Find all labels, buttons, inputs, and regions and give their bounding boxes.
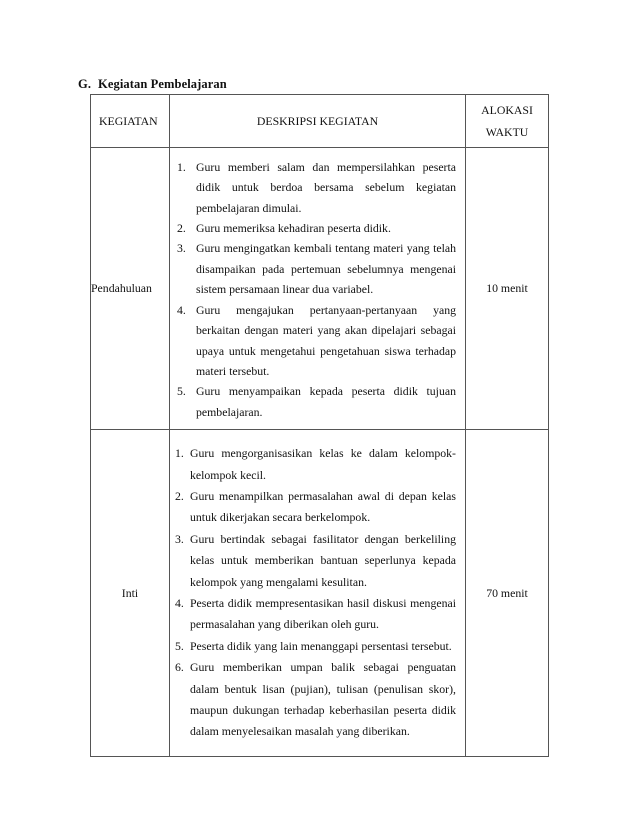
list-item [175,657,456,743]
item-number: 2. [175,488,184,503]
item-number: 2. [177,221,186,236]
item-text: Guru mengingatkan kembali tentang materi yang telah disampaikan pada pertemuan sebelumnya mengenai sistem persamaan linear dua variabel. [196,241,456,297]
table-row [91,148,549,430]
list-item [175,636,456,657]
section-letter: G. [78,77,92,91]
list-item [175,593,456,636]
table-row [91,430,549,757]
header-kegiatan: KEGIATAN [91,95,170,148]
item-number: 5. [177,384,186,399]
activity-name: Inti [91,430,170,757]
item-text: Guru bertindak sebagai fasilitator dengan berkeliling kelas untuk memberikan bantuan seperlunya kepada kelompok yang mengalami kesulitan. [190,531,456,589]
item-number: 6. [175,660,184,675]
header-alokasi [466,95,549,148]
item-text: Guru memberi salam dan mempersilahkan peserta didik untuk berdoa bersama sebelum kegiatan pembelajaran dimulai. [196,159,456,215]
item-text: Guru mengajukan pertanyaan-pertanyaan yang berkaitan dengan materi yang akan dipelajari sebagai upaya untuk mengetahui pengetahuan siswa terhadap materi tersebut. [196,302,456,378]
description-list [170,155,465,422]
item-text: Guru mengorganisasikan kelas ke dalam kelompok-kelompok kecil. [190,446,456,482]
description-list [170,443,465,743]
item-text: Guru memeriksa kehadiran peserta didik. [196,221,391,236]
item-number: 5. [175,638,184,653]
list-item [175,218,456,238]
item-number: 3. [175,531,184,546]
item-number: 1. [177,159,186,174]
item-number: 3. [177,241,186,256]
list-item [175,381,456,422]
list-item [175,238,456,299]
item-text: Peserta didik mempresentasikan hasil diskusi mengenai permasalahan yang diberikan oleh guru. [190,596,456,632]
item-text: Guru menampilkan permasalahan awal di depan kelas untuk dikerjakan secara berkelompok. [190,488,456,525]
activity-description [170,148,466,430]
section-title: Kegiatan Pembelajaran [98,77,227,91]
list-item [175,486,456,529]
item-number: 4. [177,302,186,317]
list-item [175,157,456,218]
item-number: 1. [175,446,184,461]
activity-table [90,94,549,757]
activity-name: Pendahuluan [91,148,170,430]
item-number: 4. [175,596,184,610]
section-heading [78,77,227,92]
list-item [175,443,456,486]
time-allocation: 70 menit [466,430,549,757]
table-header-row [91,95,549,148]
header-alokasi-line1: ALOKASI [481,103,533,117]
time-allocation: 10 menit [466,148,549,430]
header-alokasi-line2: WAKTU [485,125,529,139]
item-text: Guru memberikan umpan balik sebagai penguatan dalam bentuk lisan (pujian), tulisan (penulisan skor), maupun dukungan terhadap keberhasilan peserta didik dalam menyelesaikan masalah yang diberikan. [190,660,456,739]
header-deskripsi: DESKRIPSI KEGIATAN [170,95,466,148]
activity-description [170,430,466,757]
item-text: Guru menyampaikan kepada peserta didik tujuan pembelajaran. [196,384,456,419]
list-item [175,300,456,382]
list-item [175,529,456,593]
item-text: Peserta didik yang lain menanggapi persentasi tersebut. [190,638,452,653]
